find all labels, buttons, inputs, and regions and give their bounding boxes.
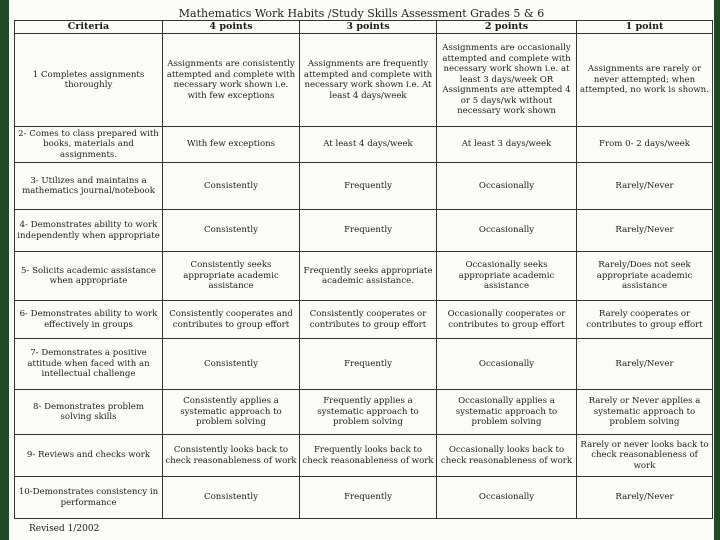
- two-point-cell: Occasionally: [437, 210, 577, 252]
- one-point-cell: Rarely/Does not seek appropriate academic assistance: [577, 252, 713, 301]
- two-point-cell: Occasionally: [437, 477, 577, 519]
- one-point-cell: Rarely/Never: [577, 477, 713, 519]
- three-point-cell: Consistently cooperates or contributes to group effort: [300, 301, 437, 339]
- three-point-cell: Frequently: [300, 163, 437, 210]
- three-point-cell: Frequently looks back to check reasonableness of work: [300, 435, 437, 477]
- page-title: Mathematics Work Habits /Study Skills Assessment Grades 5 & 6: [178, 7, 545, 20]
- one-point-cell: From 0- 2 days/week: [577, 127, 713, 163]
- criteria-cell: 7- Demonstrates a positive attitude when faced with an intellectual challenge: [15, 339, 163, 390]
- header-row: [15, 21, 713, 34]
- criteria-cell: 10-Demonstrates consistency in performance: [15, 477, 163, 519]
- two-point-cell: Assignments are occasionally attempted and complete with necessary work shown i.e. at least 3 days/week OR Assignments are attempted 4 or 5 days/wk without necessary work shown: [437, 34, 577, 127]
- three-point-cell: Frequently: [300, 210, 437, 252]
- criteria-cell: 8- Demonstrates problem solving skills: [15, 390, 163, 435]
- two-point-cell: Occasionally applies a systematic approach to problem solving: [437, 390, 577, 435]
- table-row: [15, 301, 713, 339]
- one-point-cell: Rarely cooperates or contributes to group effort: [577, 301, 713, 339]
- rubric-table: [14, 20, 713, 519]
- three-point-cell: Frequently: [300, 339, 437, 390]
- header-2-points: 2 points: [437, 21, 577, 34]
- four-point-cell: Consistently seeks appropriate academic assistance: [163, 252, 300, 301]
- header-criteria: Criteria: [15, 21, 163, 34]
- table-row: [15, 339, 713, 390]
- criteria-cell: 4- Demonstrates ability to work independently when appropriate: [15, 210, 163, 252]
- two-point-cell: Occasionally: [437, 163, 577, 210]
- table-row: [15, 210, 713, 252]
- four-point-cell: Consistently: [163, 163, 300, 210]
- four-point-cell: Consistently applies a systematic approach to problem solving: [163, 390, 300, 435]
- criteria-cell: 1 Completes assignments thoroughly: [15, 34, 163, 127]
- criteria-cell: 3- Utilizes and maintains a mathematics journal/notebook: [15, 163, 163, 210]
- table-row: [15, 252, 713, 301]
- assessment-page: [9, 0, 714, 540]
- one-point-cell: Rarely/Never: [577, 163, 713, 210]
- table-row: [15, 390, 713, 435]
- two-point-cell: Occasionally cooperates or contributes to group effort: [437, 301, 577, 339]
- four-point-cell: Consistently: [163, 477, 300, 519]
- two-point-cell: Occasionally looks back to check reasonableness of work: [437, 435, 577, 477]
- header-4-points: 4 points: [163, 21, 300, 34]
- one-point-cell: Rarely/Never: [577, 210, 713, 252]
- header-3-points: 3 points: [300, 21, 437, 34]
- table-row: [15, 477, 713, 519]
- one-point-cell: Rarely/Never: [577, 339, 713, 390]
- criteria-cell: 6- Demonstrates ability to work effectively in groups: [15, 301, 163, 339]
- four-point-cell: With few exceptions: [163, 127, 300, 163]
- three-point-cell: Frequently seeks appropriate academic assistance.: [300, 252, 437, 301]
- three-point-cell: At least 4 days/week: [300, 127, 437, 163]
- criteria-cell: 5- Solicits academic assistance when appropriate: [15, 252, 163, 301]
- table-row: [15, 34, 713, 127]
- four-point-cell: Consistently: [163, 339, 300, 390]
- two-point-cell: Occasionally seeks appropriate academic assistance: [437, 252, 577, 301]
- two-point-cell: Occasionally: [437, 339, 577, 390]
- header-1-point: 1 point: [577, 21, 713, 34]
- table-row: [15, 127, 713, 163]
- one-point-cell: Assignments are rarely or never attempted; when attempted, no work is shown.: [577, 34, 713, 127]
- three-point-cell: Frequently: [300, 477, 437, 519]
- four-point-cell: Assignments are consistently attempted and complete with necessary work shown i.e. with few exceptions: [163, 34, 300, 127]
- table-row: [15, 435, 713, 477]
- four-point-cell: Consistently looks back to check reasonableness of work: [163, 435, 300, 477]
- table-row: [15, 163, 713, 210]
- criteria-cell: 9- Reviews and checks work: [15, 435, 163, 477]
- revision-note: Revised 1/2002: [29, 524, 100, 534]
- two-point-cell: At least 3 days/week: [437, 127, 577, 163]
- four-point-cell: Consistently: [163, 210, 300, 252]
- one-point-cell: Rarely or never looks back to check reasonableness of work: [577, 435, 713, 477]
- four-point-cell: Consistently cooperates and contributes to group effort: [163, 301, 300, 339]
- criteria-cell: 2- Comes to class prepared with books, materials and assignments.: [15, 127, 163, 163]
- three-point-cell: Frequently applies a systematic approach to problem solving: [300, 390, 437, 435]
- three-point-cell: Assignments are frequently attempted and complete with necessary work shown i.e. At least 4 days/week: [300, 34, 437, 127]
- one-point-cell: Rarely or Never applies a systematic approach to problem solving: [577, 390, 713, 435]
